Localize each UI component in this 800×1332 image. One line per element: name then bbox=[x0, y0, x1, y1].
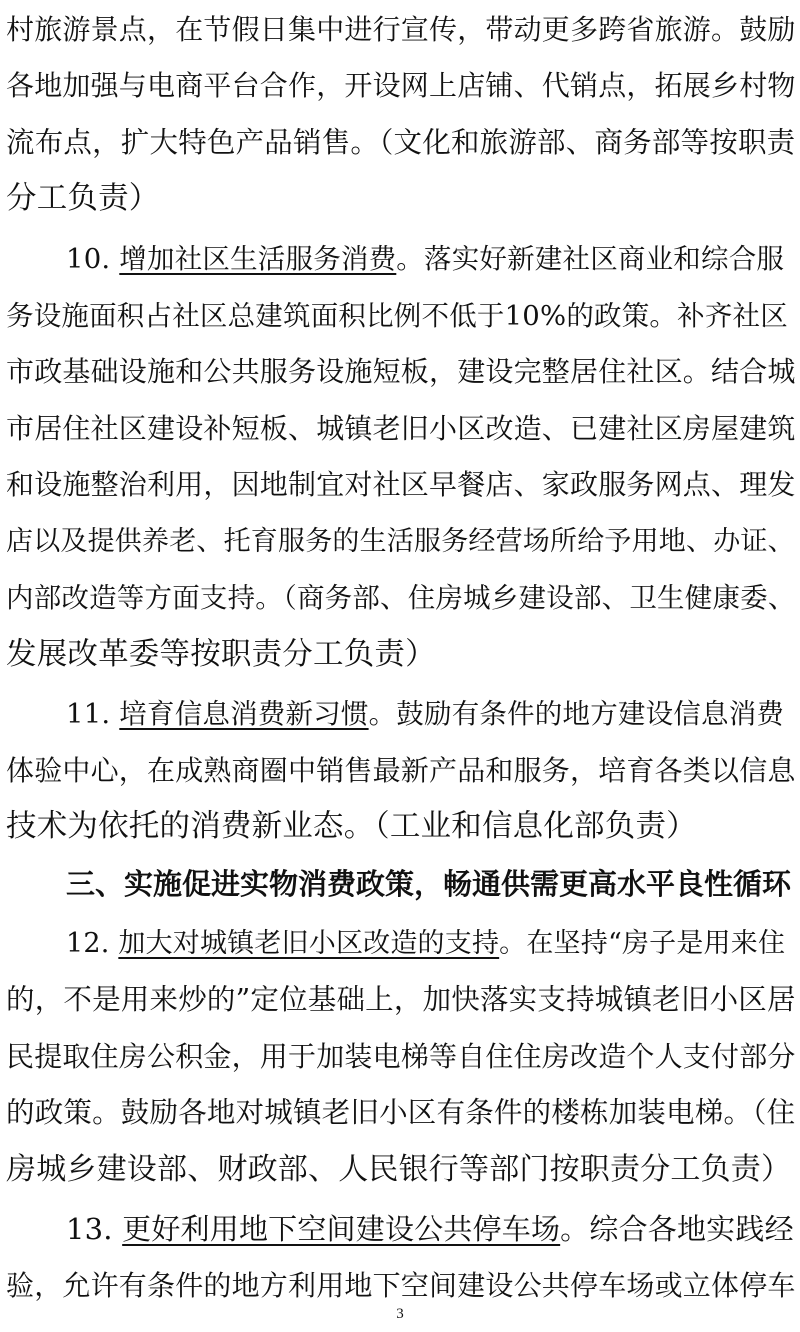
section-heading: 三、实施促进实物消费政策，畅通供需更高水平良性循环 bbox=[66, 867, 792, 901]
paragraph-13-first-line bbox=[66, 1203, 794, 1255]
item-title: 加大对城镇老旧小区改造的支持 bbox=[118, 928, 500, 959]
text-segment: 。综合各地实践经 bbox=[560, 1212, 794, 1246]
text-line: 民提取住房公积金，用于加装电梯等自住住房改造个人支付部分 bbox=[6, 1040, 796, 1073]
item-title: 增加社区生活服务消费 bbox=[119, 243, 397, 275]
paragraph-11-first-line bbox=[66, 688, 784, 740]
text-line: 村旅游景点，在节假日集中进行宣传，带动更多跨省旅游。鼓励 bbox=[6, 13, 796, 46]
item-number: 12. bbox=[66, 928, 110, 959]
paragraph-10-first-line bbox=[66, 233, 784, 285]
text-line: 的，不是用来炒的”定位基础上，加快落实支持城镇老旧小区居 bbox=[6, 983, 796, 1016]
text-line: 分工负责） bbox=[6, 181, 160, 216]
item-title: 培育信息消费新习惯 bbox=[119, 698, 369, 730]
text-line: 内部改造等方面支持。（商务部、住房城乡建设部、卫生健康委、 bbox=[6, 582, 796, 614]
text-line: 的政策。鼓励各地对城镇老旧小区有条件的楼栋加装电梯。（住 bbox=[6, 1096, 796, 1129]
text-line: 各地加强与电商平台合作，开设网上店铺、代销点，拓展乡村物 bbox=[6, 69, 796, 102]
text-line: 市政基础设施和公共服务设施短板，建设完整居住社区。结合城 bbox=[6, 355, 796, 388]
text-line: 市居住社区建设补短板、城镇老旧小区改造、已建社区房屋建筑 bbox=[6, 412, 796, 445]
item-title: 更好利用地下空间建设公共停车场 bbox=[122, 1212, 561, 1246]
text-segment: 。落实好新建社区商业和综合服 bbox=[396, 243, 785, 275]
text-line: 技术为依托的消费新业态。（工业和信息化部负责） bbox=[6, 809, 697, 844]
text-line: 和设施整治利用，因地制宜对社区早餐店、家政服务网点、理发 bbox=[6, 468, 796, 501]
item-number: 11. bbox=[66, 698, 111, 730]
text-segment: 。在坚持“房子是用来住 bbox=[499, 928, 786, 959]
text-line: 体验中心，在成熟商圈中销售最新产品和服务，培育各类以信息 bbox=[6, 754, 796, 787]
text-segment: 。鼓励有条件的地方建设信息消费 bbox=[368, 698, 785, 730]
text-line: 发展改革委等按职责分工负责） bbox=[6, 637, 436, 672]
text-line: 验，允许有条件的地方利用地下空间建设公共停车场或立体停车 bbox=[6, 1269, 796, 1302]
text-line: 房城乡建设部、财政部、人民银行等部门按职责分工负责） bbox=[6, 1152, 792, 1187]
item-number: 13. bbox=[66, 1212, 113, 1246]
page-number: 3 bbox=[396, 1306, 404, 1322]
item-number: 10. bbox=[66, 243, 111, 275]
text-line: 流布点，扩大特色产品销售。（文化和旅游部、商务部等按职责 bbox=[6, 126, 796, 159]
paragraph-12-first-line bbox=[66, 918, 785, 970]
text-line: 务设施面积占社区总建筑面积比例不低于10%的政策。补齐社区 bbox=[6, 300, 788, 332]
text-line: 店以及提供养老、托育服务的生活服务经营场所给予用地、办证、 bbox=[6, 526, 795, 557]
